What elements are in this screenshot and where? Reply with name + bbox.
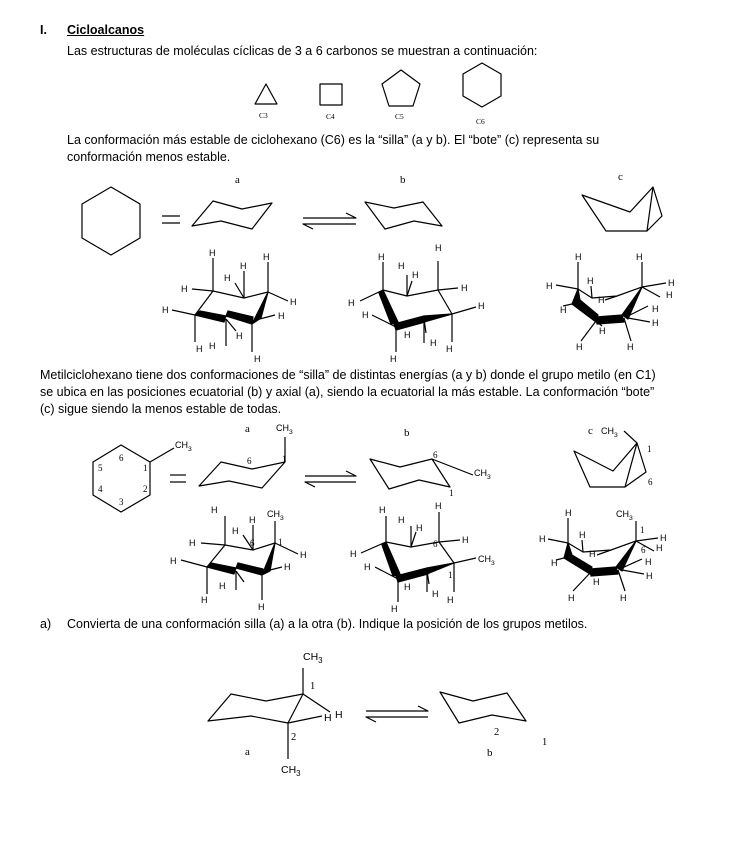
hydrogen-label: H [666, 290, 673, 300]
cyclohexane-label-a: a [235, 174, 240, 186]
hydrogen-label: H [398, 261, 405, 271]
hydrogen-label: H [224, 273, 231, 283]
chair-b-hydrogens [348, 243, 485, 364]
atom-label: 3 [119, 497, 124, 507]
atom-label: 2 [143, 484, 148, 494]
hydrogen-label: H [201, 595, 208, 605]
hydrogen-label: H [546, 281, 553, 291]
triangle-ring [255, 84, 277, 104]
hydrogen-label: H [379, 505, 386, 515]
methyl-ch3-boat-c-3d: $CH_3$ [616, 509, 633, 522]
hydrogen-label: H [404, 582, 411, 592]
exercise-b-num-1: 1 [542, 737, 548, 748]
hydrogen-label: H [668, 278, 675, 288]
hydrogen-label: H [447, 595, 454, 605]
hydrogen-label: H [249, 515, 256, 525]
hydrogen-label: H [636, 252, 643, 262]
hydrogen-label: H [435, 501, 442, 511]
atom-label: 6 [648, 477, 653, 487]
square-ring [320, 84, 342, 105]
label-c4: C4 [326, 112, 335, 121]
methyl-text-2: se ubica en las posiciones ecuatorial (b) y axial (a), siendo la ecuatorial la más estable. La conformación “bote” [40, 385, 655, 399]
hydrogen-label: H [211, 505, 218, 515]
atom-label: 5 [98, 463, 103, 473]
hydrogen-label: H [350, 549, 357, 559]
hydrogen-label: H [390, 354, 397, 364]
hydrogen-label: H [435, 243, 442, 253]
hydrogen-label: H [254, 354, 261, 364]
exercise-ch3-bottom: $CH_3$ [281, 764, 301, 778]
hydrogen-label: H [290, 297, 297, 307]
methyl-label-b: b [404, 427, 410, 439]
hydrogen-label: H [539, 534, 546, 544]
hydrogen-label: H [660, 533, 667, 543]
hydrogen-label: H [478, 301, 485, 311]
hydrogen-label: H [446, 344, 453, 354]
atom-label: 6 [433, 450, 438, 460]
exercise-ch3-top: $CH_3$ [303, 651, 323, 665]
hydrogen-label: H [593, 577, 600, 587]
exercise-b-num-2: 2 [494, 727, 500, 738]
methyl-ch3-hexagon: $CH_3$ [175, 440, 192, 453]
cyclohexane-label-b: b [400, 174, 406, 186]
exercise-label: a) [40, 617, 52, 631]
hydrogen-label: H [362, 310, 369, 320]
methyl-label-c: c [588, 425, 593, 437]
methyl-ch3-chair-a-3d: $CH_3$ [267, 509, 284, 522]
methyl-ch3-chair-b: $CH_3$ [474, 468, 491, 481]
hydrogen-label: H [398, 515, 405, 525]
hydrogen-label: H [462, 535, 469, 545]
hydrogen-label: H [263, 252, 270, 262]
methyl-chair-b-hydrogens [350, 501, 495, 614]
hydrogen-label: H [579, 530, 586, 540]
hydrogen-label: H [416, 523, 423, 533]
hydrogen-label: H [560, 305, 567, 315]
atom-label: 6 [119, 453, 124, 463]
hydrogen-label: H [565, 508, 572, 518]
hydrogen-label: H [162, 305, 169, 315]
methyl-ch3-chair-a: $CH_3$ [276, 423, 293, 436]
hydrogen-label: H [232, 526, 239, 536]
cyclohexane-text-2: conformación menos estable. [67, 150, 231, 164]
methyl-ch3-chair-b-3d: $CH_3$ [478, 554, 495, 567]
hydrogen-label: H [576, 342, 583, 352]
hydrogen-label: H [589, 549, 596, 559]
chair-a [192, 201, 272, 229]
hydrogen-label: H [404, 330, 411, 340]
cyclohexane-label-c: c [618, 171, 623, 183]
exercise-diagram [208, 651, 547, 778]
hydrogen-label: H [652, 318, 659, 328]
hydrogen-label: H [587, 276, 594, 286]
cyclohexane-diagrams [82, 171, 662, 255]
boat-c-hydrogens [546, 252, 675, 352]
hydrogen-label: H [348, 298, 355, 308]
methyl-ch3-boat-c: $CH_3$ [601, 426, 618, 439]
hydrogen-label: H [391, 604, 398, 614]
atom-label: 6 [433, 539, 438, 549]
label-c5: C5 [395, 112, 404, 121]
hydrogen-label: H [627, 342, 634, 352]
exercise-h-1: H [324, 712, 332, 724]
chair-b [365, 202, 442, 229]
atom-label: 6 [247, 456, 252, 466]
exercise-num-2: 2 [291, 732, 297, 743]
methyl-chair-a-hydrogens [170, 505, 307, 612]
hexagon-ring [463, 63, 501, 107]
atom-label: 1 [448, 570, 453, 580]
exercise-h-2: H [335, 709, 343, 721]
hydrogen-label: H [551, 558, 558, 568]
hydrogen-label: H [378, 252, 385, 262]
methyl-text-3: (c) sigue siendo la menos estable de todas. [40, 402, 282, 416]
hydrogen-label: H [652, 304, 659, 314]
hydrogen-label: H [412, 270, 419, 280]
exercise-label-b: b [487, 747, 493, 759]
hydrogen-label: H [599, 326, 606, 336]
chair-a-hydrogens [162, 248, 297, 364]
hydrogen-label: H [364, 562, 371, 572]
hydrogen-label: H [219, 581, 226, 591]
atom-label: 1 [647, 444, 652, 454]
hydrogen-label: H [278, 311, 285, 321]
atom-label: 1 [278, 537, 283, 547]
atom-label: 1 [449, 488, 454, 498]
hydrogen-label: H [620, 593, 627, 603]
pentagon-ring [382, 70, 420, 106]
hydrogen-label: H [461, 283, 468, 293]
atom-label: 1 [640, 525, 645, 535]
hydrogen-label: H [568, 593, 575, 603]
atom-label: 4 [98, 484, 103, 494]
exercise-num-1: 1 [310, 681, 316, 692]
hydrogen-label: H [258, 602, 265, 612]
hydrogen-label: H [284, 562, 291, 572]
atom-label: 6 [641, 545, 646, 555]
section-number: I. [40, 23, 47, 37]
hydrogen-label: H [575, 252, 582, 262]
intro-text: Las estructuras de moléculas cíclicas de 3 a 6 carbonos se muestran a continuación: [67, 44, 538, 58]
methyl-label-a: a [245, 423, 250, 435]
exercise-text: Convierta de una conformación silla (a) a la otra (b). Indique la posición de los grupos metilos. [67, 617, 588, 631]
hydrogen-label: H [598, 295, 605, 305]
cyclohexane-hexagon [82, 187, 140, 255]
section-title: Cicloalcanos [67, 23, 145, 37]
exercise-chair-a [208, 694, 303, 723]
hydrogen-label: H [432, 589, 439, 599]
hydrogen-label: H [300, 550, 307, 560]
cyclohexane-text-1: La conformación más estable de ciclohexano (C6) es la “silla” (a y b). El “bote” (c) representa su [67, 133, 600, 147]
methyl-text-1: Metilciclohexano tiene dos conformaciones de “silla” de distintas energías (a y b) donde el grupo metilo (en C1) [40, 368, 656, 382]
exercise-chair-b [440, 692, 526, 723]
methyl-chair-b [370, 459, 450, 489]
methyl-boat-c-hydrogens [539, 508, 667, 603]
hydrogen-label: H [656, 543, 663, 553]
hydrogen-label: H [646, 571, 653, 581]
hydrogen-label: H [209, 248, 216, 258]
atom-label: 1 [143, 463, 148, 473]
hydrogen-label: H [236, 331, 243, 341]
hydrogen-label: H [189, 538, 196, 548]
atom-label: 1 [282, 454, 287, 464]
label-c6: C6 [476, 117, 485, 126]
hydrogen-label: H [196, 344, 203, 354]
hydrogen-label: H [170, 556, 177, 566]
hydrogen-label: H [645, 557, 652, 567]
methylcyclohexane-diagrams [93, 423, 653, 512]
hydrogen-label: H [181, 284, 188, 294]
hydrogen-label: H [209, 341, 216, 351]
atom-label: 6 [250, 538, 255, 548]
exercise-label-a: a [245, 746, 250, 758]
methyl-chair-a [199, 462, 285, 488]
hydrogen-label: H [430, 338, 437, 348]
ring-structures [255, 63, 501, 126]
hydrogen-label: H [240, 261, 247, 271]
label-c3: C3 [259, 111, 268, 120]
